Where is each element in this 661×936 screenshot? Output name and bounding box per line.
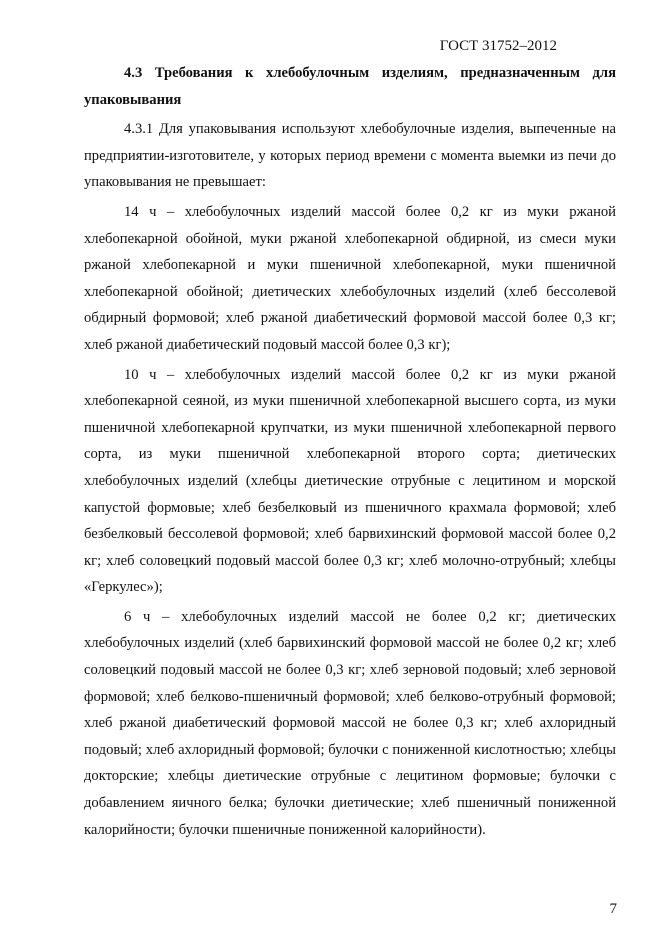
page-number: 7 [609, 901, 617, 917]
document-code: ГОСТ 31752–2012 [439, 38, 557, 54]
section-heading: 4.3 Требования к хлебобулочным изделиям, предназначенным для упаковывания [84, 65, 616, 108]
paragraph-14h: 14 ч – хлебобулочных изделий массой более 0,2 кг из муки ржаной хлебопекарной обойной, муки ржаной хлебопекарной обдирной, из смеси муки ржаной хлебопекарной и муки пшеничной хлебопекарной, муки пшеничной хлебопекарной обойной; диетических хлебобулочных изделий (хлеб бессолевой обдирный формовой; хлеб ржаной диабетический формовой массой более 0,3 кг; хлеб ржаной диабетический подовый массой более 0,3 кг); [84, 203, 616, 353]
document-body [84, 60, 616, 843]
paragraph-10h: 10 ч – хлебобулочных изделий массой более 0,2 кг из муки ржаной хлебопекарной сеяной, из муки пшеничной хлебопекарной высшего сорта, из муки пшеничной хлебопекарной крупчатки, из муки пшеничной хлебопекарной первого сорта, из муки пшеничной хлебопекарной второго сорта; диетических хлебобулочных изделий (хлебцы диетические отрубные с лецитином и морской капустой формовые; хлеб безбелковый из пшеничного крахмала формовой; хлеб безбелковый бессолевой формовой; хлеб барвихинский формовой массой более 0,2 кг; хлеб соловецкий подовый массой более 0,3 кг; хлеб молочно-отрубный; хлебцы «Геркулес»); [84, 366, 616, 596]
paragraph-4-3-1: 4.3.1 Для упаковывания используют хлебобулочные изделия, выпеченные на предприятии-изготовителе, у которых период времени с момента выемки из печи до упаковывания не превышает: [84, 121, 616, 191]
paragraph-6h: 6 ч – хлебобулочных изделий массой не более 0,2 кг; диетических хлебобулочных изделий (хлеб барвихинский формовой массой не более 0,2 кг; хлеб соловецкий подовый массой не более 0,3 кг; хлеб зерновой подовый; хлеб зерновой формовой; хлеб белково-пшеничный формовой; хлеб белково-отрубный формовой; хлеб ржаной диабетический формовой массой не более 0,3 кг; хлеб ахлоридный подовый; хлеб ахлоридный формовой; булочки с пониженной кислотностью; хлебцы докторские; хлебцы диетические отрубные с лецитином формовые; булочки с добавлением яичного белка; булочки диетические; хлеб пшеничный пониженной калорийности; булочки пшеничные пониженной калорийности). [84, 608, 616, 838]
